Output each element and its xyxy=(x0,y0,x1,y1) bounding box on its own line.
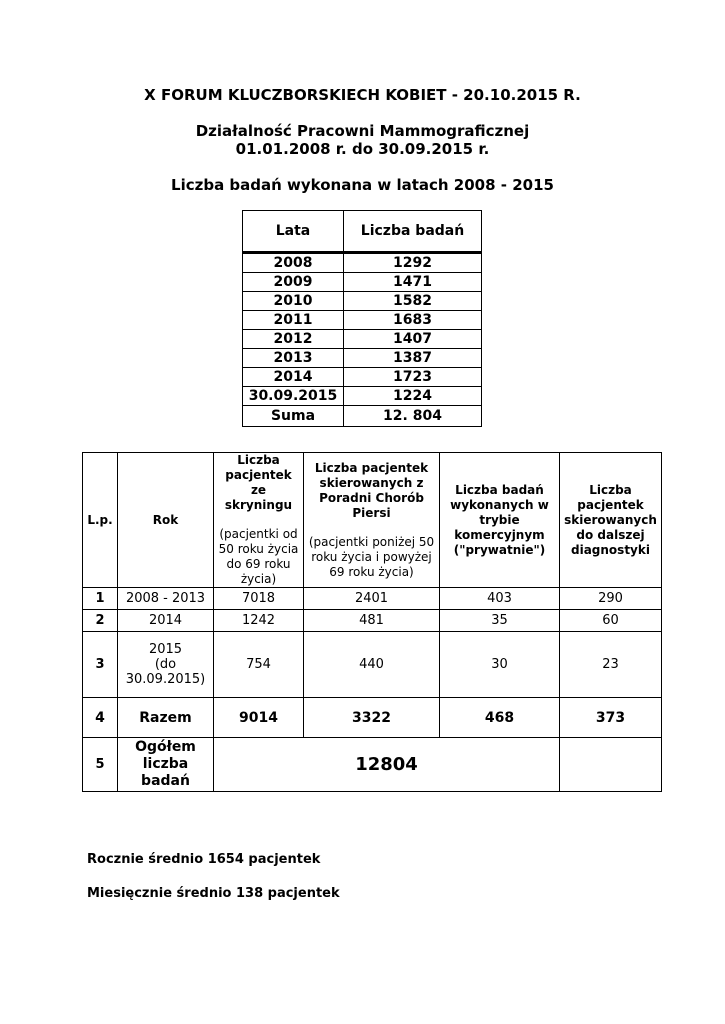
column-header-rok: Rok xyxy=(118,453,214,588)
count-cell: 1224 xyxy=(344,387,482,406)
column-header-liczba-badan: Liczba badań xyxy=(344,211,482,253)
count-cell: 1471 xyxy=(344,273,482,292)
commercial-cell: 468 xyxy=(440,698,560,738)
lp-cell: 3 xyxy=(83,632,118,698)
year-cell: 2008 xyxy=(243,253,344,273)
column-header-referred xyxy=(304,453,440,588)
table-row xyxy=(243,330,482,349)
rok-cell: 2014 xyxy=(118,610,214,632)
diagnostics-cell: 23 xyxy=(560,632,662,698)
column-header-commercial: Liczba badań wykonanych w trybie komercyjnym ("prywatnie") xyxy=(440,453,560,588)
table-header-row xyxy=(83,453,662,588)
count-cell: 1407 xyxy=(344,330,482,349)
header-subtitle: (pacjentki poniżej 50 roku życia i powyżej 69 roku życia) xyxy=(308,534,435,579)
sum-row xyxy=(243,406,482,427)
header-title: Liczba pacjentek ze skryningu xyxy=(224,453,293,512)
referred-cell: 440 xyxy=(304,632,440,698)
commercial-cell: 403 xyxy=(440,588,560,610)
header-title: Liczba pacjentek skierowanych z Poradni Chorób Piersi xyxy=(314,460,429,520)
date-range: 01.01.2008 r. do 30.09.2015 r. xyxy=(235,140,490,158)
sum-value: 12. 804 xyxy=(344,406,482,427)
header-subtitle: (pacjentki od 50 roku życia do 69 roku życia) xyxy=(218,527,299,586)
total-row xyxy=(83,738,662,792)
table-row xyxy=(83,588,662,610)
column-header-lata: Lata xyxy=(243,211,344,253)
year-cell: 2014 xyxy=(243,368,344,387)
rok-line: 2015 xyxy=(148,642,183,657)
empty-cell xyxy=(560,738,662,792)
table-row xyxy=(243,292,482,311)
count-cell: 1582 xyxy=(344,292,482,311)
table-row xyxy=(243,368,482,387)
sum-label: Suma xyxy=(243,406,344,427)
rok-line: (do xyxy=(154,657,177,672)
diagnostics-cell: 373 xyxy=(560,698,662,738)
referred-cell: 481 xyxy=(304,610,440,632)
total-label-line: liczba xyxy=(142,756,189,772)
rok-cell: 2008 - 2013 xyxy=(118,588,214,610)
document-title: X FORUM KLUCZBORSKIECH KOBIET - 20.10.2015 R. xyxy=(144,86,581,104)
count-cell: 1387 xyxy=(344,349,482,368)
table-row xyxy=(83,632,662,698)
count-cell: 1683 xyxy=(344,311,482,330)
column-header-lp: L.p. xyxy=(83,453,118,588)
lp-cell: 4 xyxy=(83,698,118,738)
patients-table xyxy=(82,452,662,792)
year-cell: 2013 xyxy=(243,349,344,368)
section-title: Liczba badań wykonana w latach 2008 - 2015 xyxy=(171,176,554,194)
yearly-average: Rocznie średnio 1654 pacjentek xyxy=(87,852,321,867)
year-cell: 2011 xyxy=(243,311,344,330)
diagnostics-cell: 60 xyxy=(560,610,662,632)
table-row xyxy=(243,253,482,273)
year-cell: 2010 xyxy=(243,292,344,311)
yearly-exams-table xyxy=(242,210,482,427)
total-label-line: Ogółem xyxy=(135,739,196,755)
lp-cell: 5 xyxy=(83,738,118,792)
screening-cell: 9014 xyxy=(214,698,304,738)
rok-cell: Razem xyxy=(118,698,214,738)
total-label-line: badań xyxy=(141,773,190,789)
screening-cell: 1242 xyxy=(214,610,304,632)
lp-cell: 2 xyxy=(83,610,118,632)
rok-line: 30.09.2015) xyxy=(125,672,206,687)
screening-cell: 754 xyxy=(214,632,304,698)
year-cell: 30.09.2015 xyxy=(243,387,344,406)
year-cell: 2012 xyxy=(243,330,344,349)
commercial-cell: 30 xyxy=(440,632,560,698)
referred-cell: 2401 xyxy=(304,588,440,610)
table-row xyxy=(83,610,662,632)
rok-cell xyxy=(118,632,214,698)
table-row xyxy=(243,349,482,368)
table-header-row xyxy=(243,211,482,253)
table-row xyxy=(243,311,482,330)
count-cell: 1292 xyxy=(344,253,482,273)
column-header-further-diagnostics: Liczba pacjentek skierowanych do dalszej diagnostyki xyxy=(560,453,662,588)
lp-cell: 1 xyxy=(83,588,118,610)
column-header-screening xyxy=(214,453,304,588)
table-row xyxy=(243,387,482,406)
year-cell: 2009 xyxy=(243,273,344,292)
screening-cell: 7018 xyxy=(214,588,304,610)
total-value: 12804 xyxy=(214,738,560,792)
total-label xyxy=(118,738,214,792)
razem-row xyxy=(83,698,662,738)
count-cell: 1723 xyxy=(344,368,482,387)
document-subtitle: Działalność Pracowni Mammograficznej xyxy=(195,122,530,140)
monthly-average: Miesięcznie średnio 138 pacjentek xyxy=(87,886,340,901)
referred-cell: 3322 xyxy=(304,698,440,738)
table-row xyxy=(243,273,482,292)
diagnostics-cell: 290 xyxy=(560,588,662,610)
commercial-cell: 35 xyxy=(440,610,560,632)
